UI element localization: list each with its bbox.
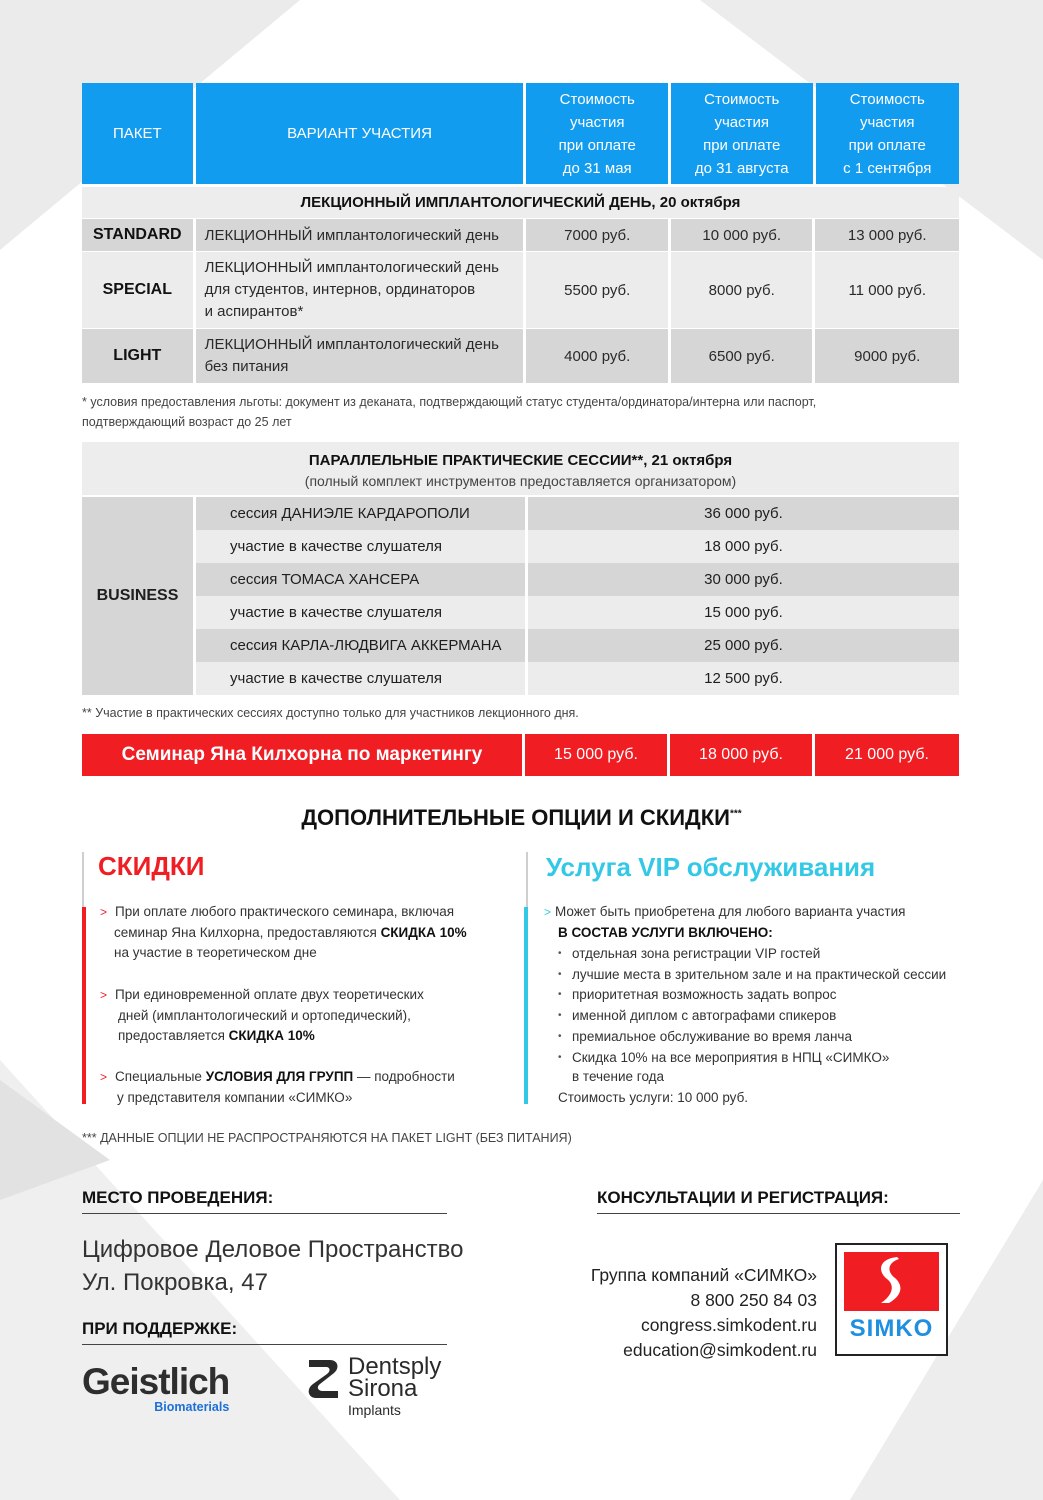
price: 6500 руб. [671,329,813,383]
venue-address: Цифровое Деловое Пространство Ул. Покровка, 47 [82,1236,464,1296]
table-row: сессия КАРЛА-ЛЮДВИГА АККЕРМАНА 25 000 руб. [196,629,959,662]
lecture-section-title: ЛЕКЦИОННЫЙ ИМПЛАНТОЛОГИЧЕСКИЙ ДЕНЬ, 20 октября [82,187,959,218]
footnote-discount-conditions: * условия предоставления льготы: документ из деканата, подтверждающий статус студента/ординатора/интерна или паспорт, подтверждающий возраст до 25 лет [82,395,817,429]
table-row: сессия ТОМАСА ХАНСЕРА 30 000 руб. [196,563,959,596]
geistlich-logo: Geistlich Biomaterials [82,1361,230,1414]
website-link[interactable]: congress.simkodent.ru [640,1315,817,1335]
seminar-price: 18 000 руб. [670,734,812,776]
option-text: ЛЕКЦИОННЫЙ имплантологический день для студентов, интернов, ординаторов и аспирантов* [196,252,524,328]
practice-section-title: ПАРАЛЛЕЛЬНЫЕ ПРАКТИЧЕСКИЕ СЕССИИ**, 21 октября (полный комплект инструментов предоставляется организатором) [82,442,959,495]
list-item: • отдельная зона регистрации VIP гостей [558,944,958,965]
cyan-accent-bar [524,907,528,1104]
dentsply-mark-icon [306,1358,342,1400]
header-package: ПАКЕТ [82,83,193,184]
venue-label: МЕСТО ПРОВЕДЕНИЯ: [82,1188,274,1207]
divider-line [597,1213,960,1214]
package-name: SPECIAL [82,252,193,328]
price: 9000 руб. [815,329,959,383]
price: 11 000 руб. [815,252,959,328]
email-link[interactable]: education@simkodent.ru [623,1340,817,1360]
table-row [82,219,959,251]
table-header [82,83,959,184]
simko-logo: SIMKO [835,1243,948,1356]
contacts-block [591,1263,817,1363]
header-price-may: Стоимость участия при оплате до 31 мая [526,83,668,184]
discount-paragraph: > При единовременной оплате двух теоретических дней (имплантологический и ортопедический), предоставляется СКИДКА 10% [100,987,424,1043]
chevron-right-icon: > [544,905,552,919]
table-row [82,329,959,383]
header-option: ВАРИАНТ УЧАСТИЯ [196,83,524,184]
table-row: участие в качестве слушателя 15 000 руб. [196,596,959,629]
chevron-right-icon: > [100,905,108,919]
price: 8000 руб. [671,252,813,328]
price: 5500 руб. [526,252,668,328]
additional-options-title: ДОПОЛНИТЕЛЬНЫЕ ОПЦИИ И СКИДКИ*** [301,805,742,830]
chevron-right-icon: > [100,988,108,1002]
business-block [82,497,959,695]
header-price-september: Стоимость участия при оплате с 1 сентября [816,83,960,184]
seminar-price: 21 000 руб. [815,734,959,776]
vip-cost: Стоимость услуги: 10 000 руб. [558,1090,749,1105]
phone-number[interactable]: 8 800 250 84 03 [690,1290,817,1310]
seminar-title: Семинар Яна Килхорна по маркетингу [82,734,522,776]
discounts-title: СКИДКИ [98,851,205,881]
support-label: ПРИ ПОДДЕРЖКЕ: [82,1319,238,1338]
discount-paragraph: > При оплате любого практического семинара, включая семинар Яна Килхорна, предоставляются СКИДКА 10% на участие в теоретическом дне [100,904,467,960]
footnote-practice: ** Участие в практических сессиях доступно только для участников лекционного дня. [82,706,579,720]
divider-line [82,1344,447,1345]
package-name: STANDARD [82,219,193,251]
table-row: участие в качестве слушателя 18 000 руб. [196,530,959,563]
price: 13 000 руб. [815,219,959,251]
footnote-options: *** ДАННЫЕ ОПЦИИ НЕ РАСПРОСТРАНЯЮТСЯ НА ПАКЕТ LIGHT (БЕЗ ПИТАНИЯ) [82,1131,572,1145]
red-accent-bar [82,907,86,1104]
seminar-price: 15 000 руб. [525,734,667,776]
price: 4000 руб. [526,329,668,383]
company-name: Группа компаний «СИМКО» [590,1265,817,1285]
table-row: сессия ДАНИЭЛЕ КАРДАРОПОЛИ 36 000 руб. [196,497,959,530]
price: 7000 руб. [526,219,668,251]
vip-intro: > Может быть приобретена для любого варианта участия В СОСТАВ УСЛУГИ ВКЛЮЧЕНО: [544,904,906,940]
seminar-row [82,734,959,776]
list-item: • Скидка 10% на все мероприятия в НПЦ «СИМКО» [558,1048,958,1069]
contacts-label: КОНСУЛЬТАЦИИ И РЕГИСТРАЦИЯ: [597,1188,889,1207]
option-text: ЛЕКЦИОННЫЙ имплантологический день без питания [196,329,524,383]
vip-title: Услуга VIP обслуживания [546,852,876,882]
vip-item-continuation: в течение года [572,1069,665,1084]
list-item: • именной диплом с автографами спикеров [558,1006,958,1027]
package-name: BUSINESS [82,497,193,695]
vip-feature-list [558,944,958,1068]
option-text: ЛЕКЦИОННЫЙ имплантологический день [196,219,524,251]
header-price-august: Стоимость участия при оплате до 31 августа [671,83,813,184]
discount-paragraph: > Специальные УСЛОВИЯ ДЛЯ ГРУПП — подробности у представителя компании «СИМКО» [100,1069,455,1105]
table-row: участие в качестве слушателя 12 500 руб. [196,662,959,695]
table-row [82,252,959,328]
list-item: • премиальное обслуживание во время ланча [558,1027,958,1048]
list-item: • лучшие места в зрительном зале и на практической сессии [558,965,958,986]
package-name: LIGHT [82,329,193,383]
chevron-right-icon: > [100,1070,108,1084]
list-item: • приоритетная возможность задать вопрос [558,985,958,1006]
divider-line [82,1213,447,1214]
price: 10 000 руб. [671,219,813,251]
